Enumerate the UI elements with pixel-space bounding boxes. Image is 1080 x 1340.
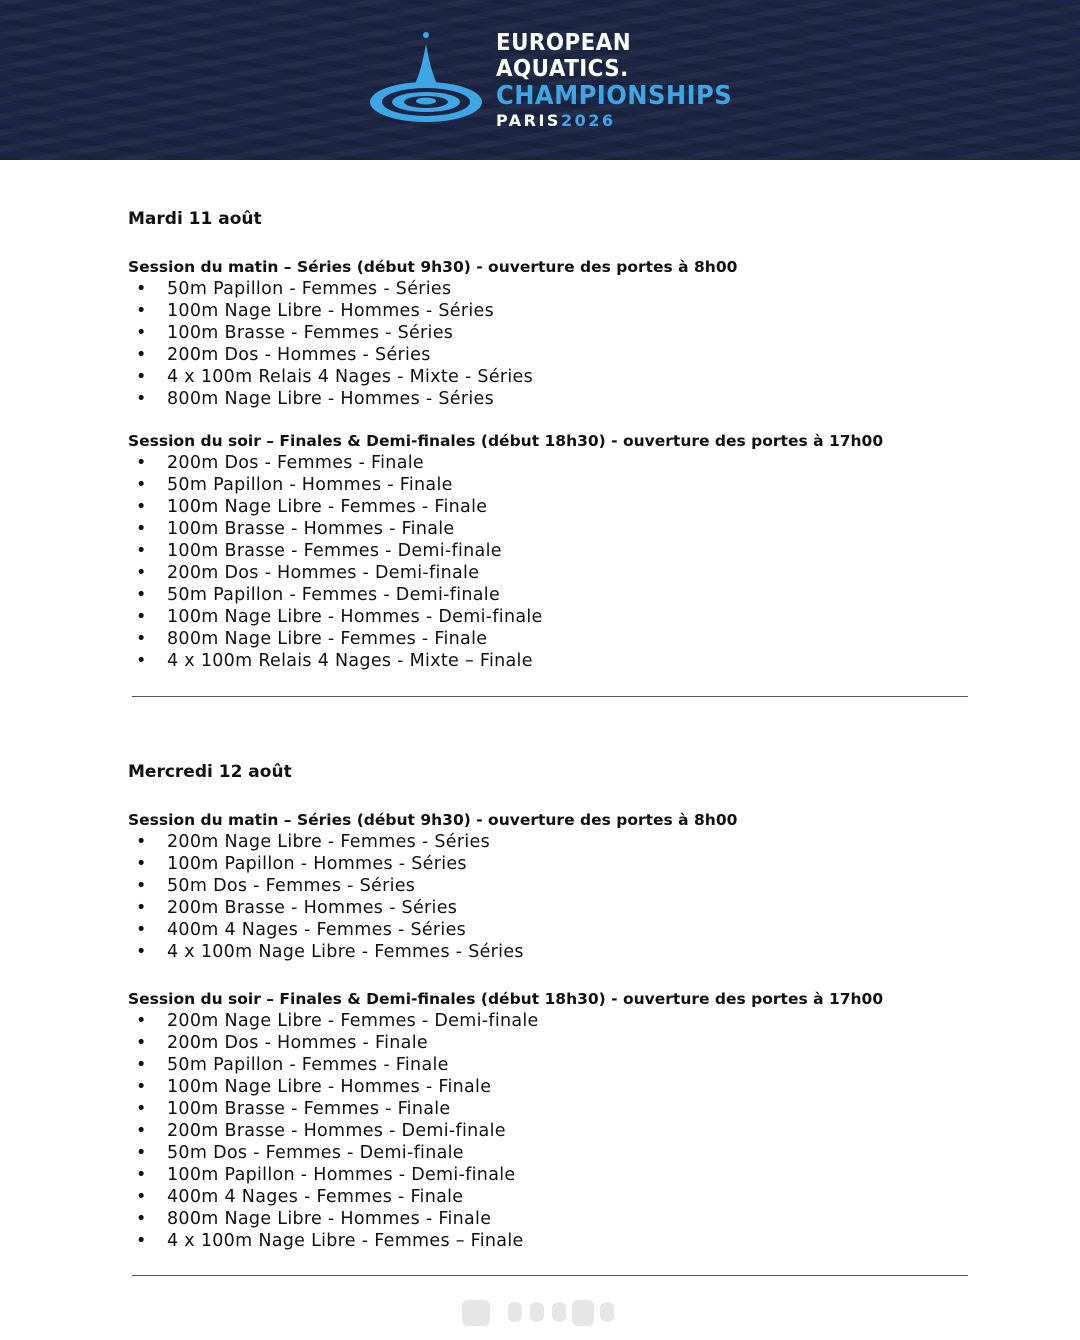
list-item: • 50m Papillon - Hommes - Finale: [128, 474, 968, 496]
list-item: • 100m Brasse - Femmes - Séries: [128, 322, 968, 344]
list-item: • 4 x 100m Nage Libre - Femmes - Séries: [128, 941, 968, 963]
event-list-evening: [128, 1010, 968, 1252]
list-item: • 4 x 100m Relais 4 Nages - Mixte – Finale: [128, 650, 968, 672]
championship-wordmark: [496, 30, 750, 131]
list-item: • 100m Nage Libre - Femmes - Finale: [128, 496, 968, 518]
list-item: • 100m Brasse - Hommes - Finale: [128, 518, 968, 540]
list-item: • 100m Nage Libre - Hommes - Demi-finale: [128, 606, 968, 628]
day-title: Mercredi 12 août: [128, 762, 292, 782]
day-section-mardi: [128, 208, 968, 672]
header-banner: [0, 0, 1080, 160]
water-drop-logo-icon: [368, 30, 484, 130]
logo-city: PARIS: [496, 111, 561, 130]
logo-line-aquatics: AQUATICS.: [496, 56, 629, 82]
section-divider: [132, 696, 968, 697]
list-item: • 100m Brasse - Femmes - Finale: [128, 1098, 968, 1120]
event-list-morning: [128, 278, 968, 410]
logo-line-location: [496, 111, 750, 131]
session-title-evening: Session du soir – Finales & Demi-finales (début 18h30) - ouverture des portes à 17h00: [128, 432, 884, 450]
list-item: • 400m 4 Nages - Femmes - Finale: [128, 1186, 968, 1208]
list-item: • 100m Papillon - Hommes - Séries: [128, 853, 968, 875]
event-list-evening: [128, 452, 968, 672]
list-item: • 100m Brasse - Femmes - Demi-finale: [128, 540, 968, 562]
list-item: • 800m Nage Libre - Femmes - Finale: [128, 628, 968, 650]
list-item: • 50m Dos - Femmes - Séries: [128, 875, 968, 897]
list-item: • 200m Dos - Hommes - Séries: [128, 344, 968, 366]
list-item: • 200m Brasse - Hommes - Demi-finale: [128, 1120, 968, 1142]
list-item: • 100m Nage Libre - Hommes - Séries: [128, 300, 968, 322]
list-item: • 200m Nage Libre - Femmes - Séries: [128, 831, 968, 853]
list-item: • 200m Nage Libre - Femmes - Demi-finale: [128, 1010, 968, 1032]
day-title: Mardi 11 août: [128, 209, 262, 229]
list-item: • 100m Nage Libre - Hommes - Finale: [128, 1076, 968, 1098]
list-item: • 50m Papillon - Femmes - Finale: [128, 1054, 968, 1076]
section-divider: [132, 1275, 968, 1276]
list-item: • 200m Dos - Hommes - Demi-finale: [128, 562, 968, 584]
list-item: • 800m Nage Libre - Hommes - Séries: [128, 388, 968, 410]
session-title-morning: Session du matin – Séries (début 9h30) - ouverture des portes à 8h00: [128, 811, 738, 829]
list-item: • 4 x 100m Nage Libre - Femmes – Finale: [128, 1230, 968, 1252]
list-item: • 400m 4 Nages - Femmes - Séries: [128, 919, 968, 941]
list-item: • 50m Dos - Femmes - Demi-finale: [128, 1142, 968, 1164]
list-item: • 200m Dos - Femmes - Finale: [128, 452, 968, 474]
logo-year: 2026: [560, 111, 616, 130]
list-item: • 200m Dos - Hommes - Finale: [128, 1032, 968, 1054]
list-item: • 100m Papillon - Hommes - Demi-finale: [128, 1164, 968, 1186]
page-indicator: [460, 1296, 620, 1328]
logo-line-championships: CHAMPIONSHIPS: [496, 81, 733, 111]
event-list-morning: [128, 831, 968, 963]
session-title-evening: Session du soir – Finales & Demi-finales (début 18h30) - ouverture des portes à 17h00: [128, 990, 884, 1008]
logo-line-european: EUROPEAN: [496, 30, 632, 56]
list-item: • 800m Nage Libre - Hommes - Finale: [128, 1208, 968, 1230]
list-item: • 50m Papillon - Femmes - Séries: [128, 278, 968, 300]
session-title-morning: Session du matin – Séries (début 9h30) - ouverture des portes à 8h00: [128, 258, 738, 276]
list-item: • 200m Brasse - Hommes - Séries: [128, 897, 968, 919]
list-item: • 50m Papillon - Femmes - Demi-finale: [128, 584, 968, 606]
day-section-mercredi: [128, 761, 968, 1252]
list-item: • 4 x 100m Relais 4 Nages - Mixte - Séries: [128, 366, 968, 388]
